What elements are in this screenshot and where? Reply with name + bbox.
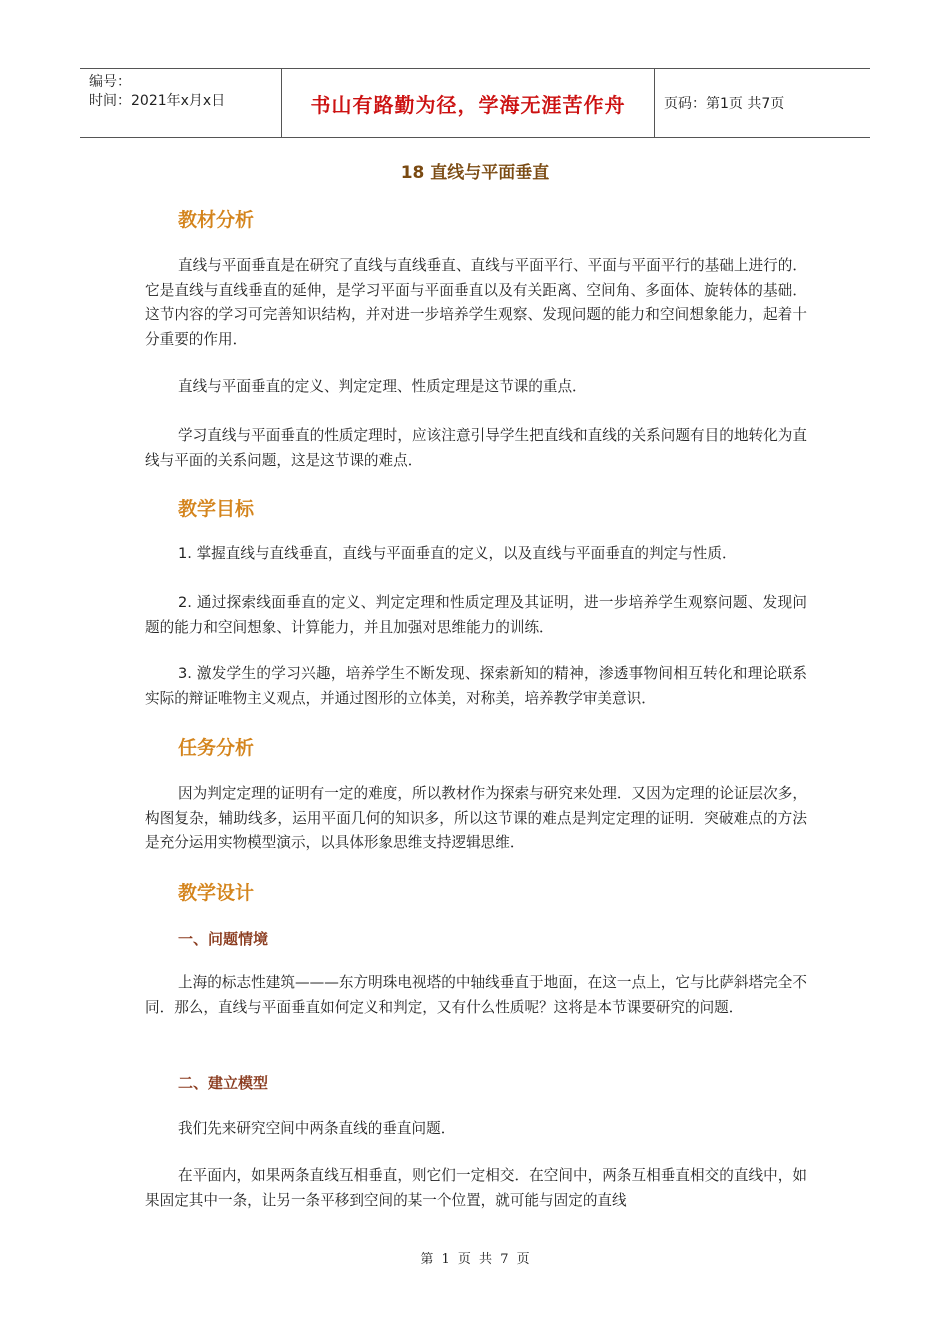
header-motto: 书山有路勤为径，学海无涯苦作舟 <box>282 69 655 137</box>
subsection-heading-build-model: 二、建立模型 <box>178 1074 269 1092</box>
goal-text: 激发学生的学习兴趣，培养学生不断发现、探索新知的精神，渗透事物间相互转化和理论联系实际的辩证唯物主义观点，并通过图形的立体美，对称美，培养教学审美意识． <box>145 665 807 707</box>
document-title: 18 直线与平面垂直 <box>400 163 550 183</box>
paragraph: 因为判定定理的证明有一定的难度，所以教材作为探索与研究来处理．又因为定理的论证层次多，构图复杂，辅助线多，运用平面几何的知识多，所以这节课的难点是判定定理的证明．突破难点的方法是充分运用实物模型演示，以具体形象思维支持逻辑思维． <box>145 785 807 851</box>
goal-item <box>145 662 807 711</box>
header-meta <box>80 69 282 137</box>
goal-item <box>145 542 807 567</box>
header-page-info: 页码：第1页 共7页 <box>664 96 785 112</box>
page-footer: 第 1 页 共 7 页 <box>420 1252 530 1267</box>
page-header <box>80 68 870 138</box>
goal-text: 通过探索线面垂直的定义、判定定理和性质定理及其证明，进一步培养学生观察问题、发现问题的能力和空间想象、计算能力，并且加强对思维能力的训练． <box>145 594 807 636</box>
paragraph: 直线与平面垂直是在研究了直线与直线垂直、直线与平面平行、平面与平面平行的基础上进行的．它是直线与直线垂直的延伸，是学习平面与平面垂直以及有关距离、空间角、多面体、旋转体的基础．这节内容的学习可完善知识结构，并对进一步培养学生观察、发现问题的能力和空间想象能力，起着十分重要的作用． <box>145 257 807 348</box>
paragraph: 学习直线与平面垂直的性质定理时，应该注意引导学生把直线和直线的关系问题有目的地转化为直线与平面的关系问题，这是这节课的难点． <box>145 427 807 469</box>
goal-number: 3. <box>178 665 192 682</box>
number-label: 编号： <box>89 74 131 90</box>
section-heading-teaching-goals: 教学目标 <box>178 498 255 520</box>
paragraph: 上海的标志性建筑———东方明珠电视塔的中轴线垂直于地面，在这一点上，它与比萨斜塔完全不同．那么，直线与平面垂直如何定义和判定，又有什么性质呢？这将是本节课要研究的问题． <box>145 974 807 1016</box>
goal-text: 掌握直线与直线垂直，直线与平面垂直的定义，以及直线与平面垂直的判定与性质． <box>191 545 737 562</box>
subsection-heading-problem-situation: 一、问题情境 <box>178 930 269 948</box>
paragraph: 在平面内，如果两条直线互相垂直，则它们一定相交．在空间中，两条互相垂直相交的直线中，如果固定其中一条，让另一条平移到空间的某一个位置，就可能与固定的直线 <box>145 1167 807 1209</box>
goal-number: 1. <box>178 545 192 562</box>
goal-number: 2. <box>178 594 192 611</box>
section-heading-task-analysis: 任务分析 <box>178 737 255 759</box>
paragraph: 直线与平面垂直的定义、判定定理、性质定理是这节课的重点． <box>178 378 587 395</box>
goal-item <box>145 591 807 640</box>
paragraph: 我们先来研究空间中两条直线的垂直问题． <box>178 1120 456 1137</box>
time-label: 时间：2021年x月x日 <box>89 93 226 109</box>
section-heading-material-analysis: 教材分析 <box>178 209 255 231</box>
section-heading-teaching-design: 教学设计 <box>178 882 255 904</box>
